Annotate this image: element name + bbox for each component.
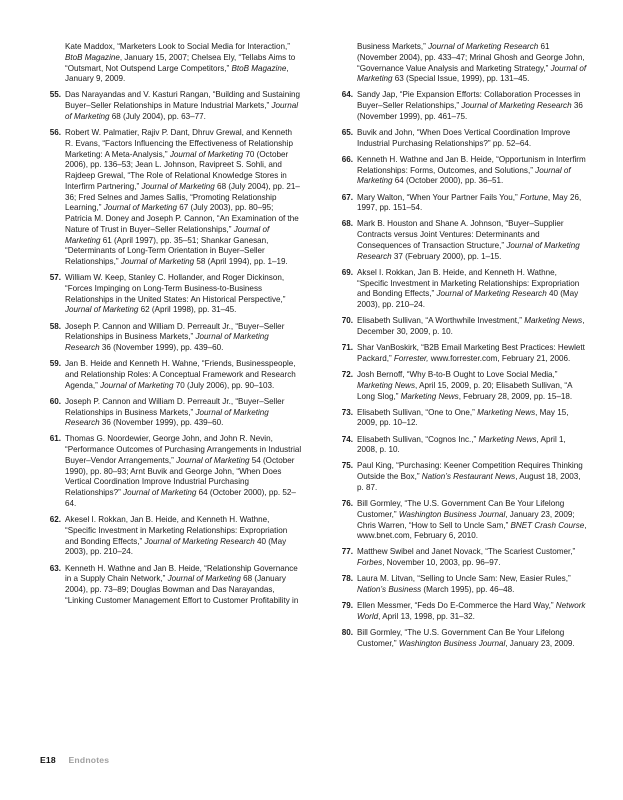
publication-title: Journal of Marketing	[100, 380, 174, 390]
endnote-number: 65.	[341, 128, 353, 138]
endnote-text	[357, 316, 584, 336]
endnote-number: 73.	[341, 407, 353, 417]
endnote-number: 56.	[49, 128, 61, 138]
citation-text: , www.bnet.com, February 6, 2010.	[357, 520, 587, 541]
endnote-number: 75.	[341, 461, 353, 471]
citation-text: , August 18, 2003, p. 87.	[357, 472, 581, 492]
endnote-number: 70.	[341, 316, 353, 326]
publication-title: Journal of Marketing Research	[436, 289, 547, 299]
citation-text: 64 (October 2000), pp. 52–64.	[65, 488, 296, 508]
endnote-continuation	[332, 42, 588, 85]
publication-title: Washington Business Journal	[398, 509, 506, 519]
endnote-text	[357, 601, 585, 621]
citation-text: Business Markets,”	[357, 42, 429, 51]
endnote	[40, 397, 302, 429]
endnote-number: 72.	[341, 370, 353, 380]
endnote-text	[65, 322, 284, 353]
endnote	[332, 499, 588, 542]
publication-title: Marketing News	[400, 391, 459, 401]
endnote	[332, 574, 588, 596]
endnote-number: 55.	[49, 90, 61, 100]
endnote-text	[357, 343, 585, 363]
endnote-number: 57.	[49, 273, 61, 283]
citation-text: , January 23, 2009.	[505, 638, 575, 648]
citation-text: Elisabeth Sullivan, “Cognos Inc.,”	[357, 434, 479, 444]
citation-text: 68 (July 2004), pp. 21–36; Fred Selnes and James Sallis, “Promoting Relationship Learning,”	[65, 181, 300, 213]
endnote	[332, 601, 588, 623]
citation-text: , April 13, 1998, pp. 31–32.	[378, 612, 475, 621]
citation-text: 63 (Special Issue, 1999), pp. 131–45.	[392, 74, 530, 84]
endnote	[40, 515, 302, 558]
publication-title: Journal of Marketing	[65, 305, 139, 315]
endnote-number: 68.	[341, 219, 353, 229]
endnote	[332, 268, 588, 311]
citation-text: Shar VanBoskirk, “B2B Email Marketing Best Practices: Hewlett Packard,”	[357, 343, 585, 363]
citation-text: Bill Gormley, “The U.S. Government Can Be Your Lifelong Customer,”	[357, 499, 565, 519]
endnote	[40, 322, 302, 354]
publication-title: BtoB Magazine	[65, 52, 120, 62]
publication-title: Journal of Marketing	[123, 488, 197, 498]
endnotes-right-column	[332, 42, 588, 655]
endnote-number: 61.	[49, 434, 61, 444]
endnote-number: 79.	[341, 601, 353, 611]
publication-title: Journal of Marketing	[65, 101, 299, 121]
endnote	[332, 461, 588, 493]
publication-title: Forbes	[357, 558, 383, 568]
citation-text: Bill Gormley, “The U.S. Government Can Be Your Lifelong Customer,”	[357, 628, 565, 648]
endnote	[40, 359, 302, 391]
publication-title: Journal of Marketing Research	[461, 101, 572, 111]
endnote-text	[65, 42, 295, 83]
citation-text: Akesel I. Rokkan, Jan B. Heide, and Kenneth H. Wathne, “Specific Investment in Marketing Relationships: Expropriation and Bonding Effects,”	[65, 515, 288, 546]
citation-text: Das Narayandas and V. Kasturi Rangan, “Building and Sustaining Buyer–Seller Relationships in Mature Industrial Markets,”	[65, 90, 301, 111]
publication-title: Journal of Marketing	[357, 165, 571, 186]
endnote-text	[357, 461, 583, 492]
publication-title: Fortune	[520, 192, 548, 202]
endnote	[40, 434, 302, 509]
endnote	[332, 435, 588, 457]
endnote-number: 76.	[341, 499, 353, 509]
endnote	[332, 90, 588, 122]
citation-text: , December 30, 2009, p. 10.	[357, 316, 585, 336]
publication-title: Journal of Marketing Research	[357, 240, 580, 261]
publication-title: Journal of Marketing	[120, 257, 195, 267]
citation-text: 58 (April 1994), pp. 1–19.	[194, 257, 288, 267]
endnote-text	[357, 155, 586, 186]
citation-text: 36 (November 1999), pp. 439–60.	[99, 343, 224, 353]
publication-title: Washington Business Journal	[398, 638, 506, 648]
citation-text: Aksel I. Rokkan, Jan B. Heide, and Kenneth H. Wathne, “Specific Investment in Marketing Relationships: Expropriation and Bonding Effects,”	[357, 267, 580, 299]
endnote-number: 66.	[341, 154, 353, 164]
endnote-text	[65, 359, 296, 390]
publication-title: Marketing News	[357, 380, 416, 390]
endnote-text	[357, 90, 583, 121]
citation-text: 54 (October 1990), pp. 80–93; Arnt Buvik and George John, “When Does Vertical Coordination Improve Industrial Purchasing Relationships?”	[65, 455, 295, 498]
endnote-text	[357, 42, 586, 83]
endnote-text	[357, 574, 571, 594]
endnote-text	[65, 515, 287, 556]
endnote-number: 59.	[49, 359, 61, 369]
citation-text: , February 28, 2009, pp. 15–18.	[458, 391, 573, 401]
endnote-text	[65, 90, 300, 121]
endnote-text	[357, 370, 572, 401]
citation-text: , April 1, 2008, p. 10.	[357, 434, 566, 455]
citation-text: Mary Walton, “When Your Partner Fails You,”	[357, 192, 520, 202]
publication-title: Journal of Marketing Research	[144, 536, 255, 546]
endnote-text	[65, 564, 298, 605]
citation-text: www.forrester.com, February 21, 2006.	[428, 353, 571, 363]
citation-text: Josh Bernoff, “Why B-to-B Ought to Love Social Media,”	[357, 370, 558, 380]
citation-text: 64 (October 2000), pp. 36–51.	[392, 176, 504, 186]
citation-text: Laura M. Litvan, “Selling to Uncle Sam: New, Easier Rules,”	[357, 574, 571, 584]
endnote-number: 71.	[341, 343, 353, 353]
citation-text: 68 (January 2004), pp. 73–89; Douglas Bowman and Das Narayandas, “Linking Customer Management Effort to Customer Profitability in	[65, 574, 299, 605]
citation-text: 40 (May 2003), pp. 210–24.	[65, 536, 287, 557]
publication-title: Marketing News	[478, 434, 537, 444]
citation-text: Thomas G. Noordewier, George John, and John R. Nevin, “Performance Outcomes of Purchasing Arrangements in Industrial Buyer–Vendor Arrangements,”	[65, 434, 302, 465]
citation-text: 40 (May 2003), pp. 210–24.	[357, 289, 579, 310]
citation-text: 68 (July 2004), pp. 63–77.	[109, 111, 206, 121]
citation-text: Paul King, “Purchasing: Keener Competition Requires Thinking Outside the Box,”	[357, 461, 583, 482]
citation-text: , January 9, 2009.	[65, 63, 289, 84]
endnote-number: 60.	[49, 396, 61, 406]
endnote	[332, 628, 588, 650]
endnote-number: 74.	[341, 434, 353, 444]
endnote-number: 77.	[341, 547, 353, 557]
page-footer	[40, 755, 109, 765]
publication-title: Journal of Marketing	[167, 574, 241, 584]
page-number: E18	[40, 755, 56, 765]
endnote	[332, 408, 588, 430]
citation-text: William W. Keep, Stanley C. Hollander, and Roger Dickinson, “Forces Impinging on Long-Term Business-to-Business Relationships in the United States: An Historical Perspective,”	[65, 273, 286, 304]
endnote-number: 64.	[341, 90, 353, 100]
publication-title: Marketing News	[524, 316, 583, 326]
endnote	[40, 128, 302, 268]
publication-title: Journal of Marketing	[357, 63, 587, 84]
citation-text: 70 (July 2006), pp. 90–103.	[173, 380, 275, 390]
publication-title: Journal of Marketing	[169, 149, 244, 159]
endnote-continuation	[40, 42, 302, 85]
citation-text: Matthew Swibel and Janet Novack, “The Scariest Customer,”	[357, 547, 576, 557]
citation-text: 37 (February 2000), pp. 1–15.	[391, 251, 502, 261]
publication-title: Network World	[357, 601, 586, 621]
citation-text: Joseph P. Cannon and William D. Perreault Jr., “Buyer–Seller Relationships in Business Markets,”	[65, 321, 285, 342]
endnote-text	[357, 193, 581, 213]
citation-text: , November 10, 2003, pp. 96–97.	[382, 558, 501, 568]
endnote-text	[357, 547, 575, 567]
endnote-text	[357, 128, 570, 148]
endnote-text	[357, 268, 579, 309]
citation-text: 62 (April 1998), pp. 31–45.	[138, 305, 237, 315]
endnote	[332, 316, 588, 338]
citation-text: 70 (October 2006), pp. 136–53; Jean L. Johnson, Ravipreet S. Sohli, and Rajdeep Grewal, “The Role of Relational Knowledge Stores in Interfirm Partnering,”	[65, 149, 289, 191]
endnote-number: 80.	[341, 628, 353, 638]
endnote	[40, 273, 302, 316]
endnote	[332, 547, 588, 569]
citation-text: , May 26, 1997, pp. 151–54.	[357, 192, 582, 213]
endnote	[332, 193, 588, 215]
citation-text: (March 1995), pp. 46–48.	[421, 585, 515, 595]
citation-text: 67 (July 2003), pp. 80–95; Patricia M. Doney and Joseph P. Cannon, “An Examination of the Nature of Trust in Buyer–Seller Relationships,”	[65, 203, 299, 234]
endnote-number: 67.	[341, 192, 353, 202]
citation-text: Ellen Messmer, “Feds Do E-Commerce the Hard Way,”	[357, 601, 556, 611]
citation-text: 36 (November 1999), pp. 439–60.	[99, 418, 224, 428]
citation-text: Buvik and John, “When Does Vertical Coordination Improve Industrial Purchasing Relationships?” pp. 52–64.	[357, 128, 571, 148]
publication-title: Journal of Marketing Research	[65, 407, 269, 428]
citation-text: Sandy Jap, “Pie Expansion Efforts: Collaboration Processes in Buyer–Seller Relationships,”	[357, 90, 581, 111]
citation-text: , January 23, 2009; Chris Warren, “How to Sell to Uncle Sam,”	[357, 509, 575, 530]
publication-title: Journal of Marketing	[65, 224, 270, 245]
endnote-text	[65, 273, 285, 314]
citation-text: , January 15, 2007; Chelsea Ely, “Tellabs Aims to “Outsmart, Not Outspend Large Competitors,”	[65, 52, 296, 73]
citation-text: Kenneth H. Wathne and Jan B. Heide, “Relationship Governance in a Supply Chain Network,”	[65, 563, 298, 584]
endnote-text	[65, 128, 300, 266]
publication-title: Journal of Marketing	[176, 455, 250, 465]
publication-title: Nation’s Business	[357, 585, 422, 595]
endnote	[332, 155, 588, 187]
endnote	[332, 128, 588, 150]
endnote-number: 69.	[341, 267, 353, 277]
citation-text: Elisabeth Sullivan, “One to One,”	[357, 407, 478, 417]
citation-text: 61 (April 1997), pp. 35–51; Shankar Ganesan, “Determinants of Long-Term Orientation in Buyer–Seller Relationships,”	[65, 235, 269, 267]
endnote-text	[357, 219, 580, 260]
publication-title: Marketing News	[477, 407, 536, 417]
endnote	[40, 90, 302, 122]
endnote-text	[357, 408, 568, 428]
publication-title: Forrester,	[393, 353, 429, 363]
endnote-number: 78.	[341, 574, 353, 584]
publication-title: Nation’s Restaurant News	[421, 472, 516, 482]
publication-title: BNET Crash Course	[510, 520, 585, 530]
endnote-number: 62.	[49, 515, 61, 525]
endnote-text	[357, 628, 575, 648]
citation-text: , May 15, 2009, pp. 10–12.	[357, 407, 569, 428]
endnote	[332, 343, 588, 365]
endnote	[332, 370, 588, 402]
endnote-number: 63.	[49, 563, 61, 573]
citation-text: Elisabeth Sullivan, “A Worthwhile Investment,”	[357, 316, 525, 326]
endnote	[332, 219, 588, 262]
citation-text: , April 15, 2009, p. 20; Elisabeth Sullivan, “A Long Slog,”	[357, 380, 573, 401]
citation-text: Kate Maddox, “Marketers Look to Social Media for Interaction,”	[65, 42, 290, 51]
endnote-text	[65, 397, 284, 428]
endnote-text	[65, 434, 301, 508]
endnote-text	[357, 435, 566, 455]
endnote	[40, 564, 302, 607]
publication-title: Journal of Marketing	[103, 203, 178, 213]
endnote-text	[357, 499, 587, 540]
endnotes-left-column	[40, 42, 302, 612]
citation-text: Jan B. Heide and Kenneth H. Wahne, “Friends, Businesspeople, and Relationship Roles: A Conceptual Framework and Research Agenda,”	[65, 359, 296, 390]
citation-text: 36 (November 1999), pp. 461–75.	[357, 101, 583, 121]
section-label: Endnotes	[68, 755, 110, 765]
citation-text: Mark B. Houston and Shane A. Johnson, “Buyer–Supplier Contracts versus Joint Ventures: Determinants and Consequences of Transaction Structure,”	[357, 219, 564, 250]
publication-title: Journal of Marketing Research	[65, 332, 269, 353]
citation-text: Kenneth H. Wathne and Jan B. Heide, “Opportunism in Interfirm Relationships: Forms, Outcomes, and Solutions,”	[357, 154, 586, 175]
citation-text: 61 (November 2004), pp. 433–47; Mrinal Ghosh and George John, “Governance Value Analysis and Marketing Strategy,”	[357, 42, 585, 73]
publication-title: BtoB Magazine	[231, 63, 287, 73]
citation-text: Joseph P. Cannon and William D. Perreault Jr., “Buyer–Seller Relationships in Business Markets,”	[65, 396, 285, 417]
endnote-number: 58.	[49, 321, 61, 331]
publication-title: Journal of Marketing	[141, 181, 215, 191]
citation-text: Robert W. Palmatier, Rajiv P. Dant, Dhruv Grewal, and Kenneth R. Evans, “Factors Influencing the Effectiveness of Relationship Marketing: A Meta-Analysis,”	[65, 128, 293, 159]
publication-title: Journal of Marketing Research	[428, 42, 539, 51]
